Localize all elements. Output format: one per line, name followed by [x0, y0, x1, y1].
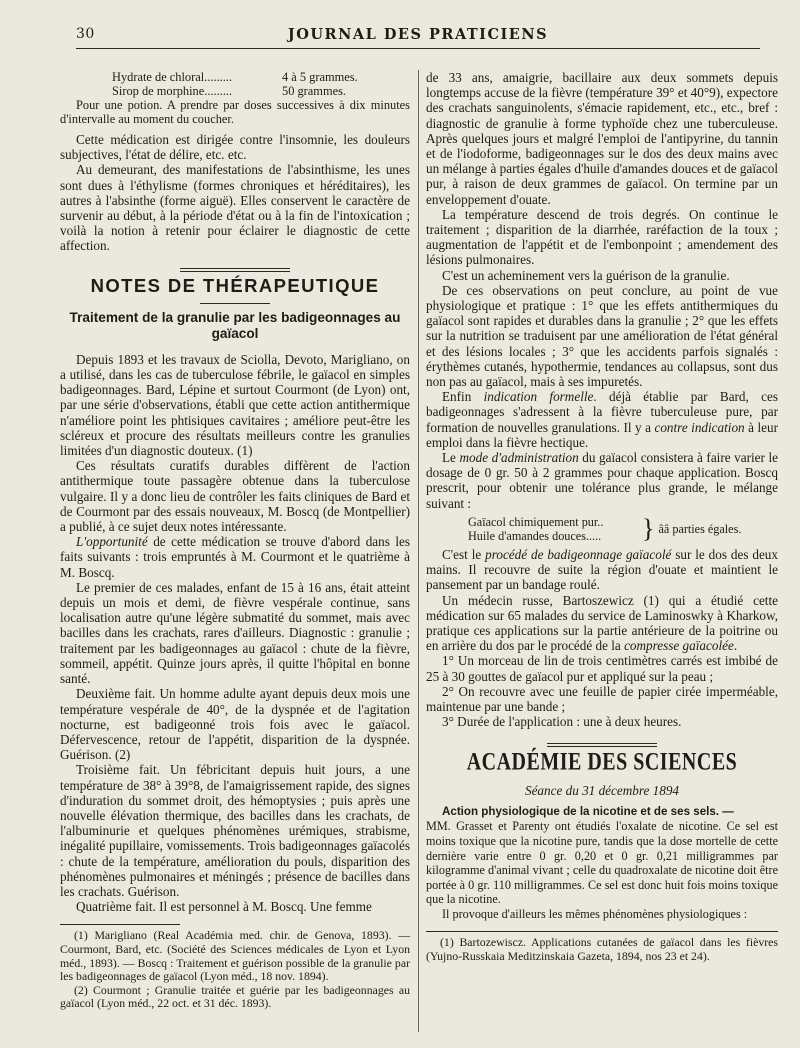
footnote: (1) Marigliano (Real Académia med. chir. de Genova, 1893). — Courmont, Bard, etc. (Société des Sciences médicales de Lyon et Lyon méd., 1893). — Boscq : Traitement et guérison possible de la granulie par les badigeonnages de gaïacol (Lyon méd., 18 nov. 1894).: [60, 928, 410, 984]
paragraph: Au demeurant, des manifestations de l'absinthisme, les unes sont dues à l'éthylisme (formes chroniques et héréditaires), les autres à l'absinthe (forme aiguë). Elles conservent le caractère de survenir au début, à la période d'état ou à la fin de l'intoxication ; voilà la notion à retenir pour éclairer le diagnostic de cette affection.: [60, 162, 410, 254]
journal-title: JOURNAL DES PRATICIENS: [287, 26, 549, 43]
formula-ingredient: Hydrate de chloral.........: [112, 70, 233, 84]
paragraph: Il provoque d'ailleurs les mêmes phénomènes physiologiques :: [442, 906, 748, 921]
emphasis: indication formelle: [483, 389, 594, 405]
paragraph: Quatrième fait. Il est personnel à M. Boscq. Une femme: [76, 899, 372, 915]
paragraph: L'opportunité de cette médication se trouve d'abord dans les faits suivants : trois empruntés à M. Courmont et le quatrième à M. Boscq.: [60, 534, 410, 580]
paragraph: Enfin indication formelle. déjà établie par Bard, ces badigeonnages s'adressent à la fièvre tuberculeuse pure, par formation de nouvelles granulations. Il y a contre indication à leur emploi dans la fièvre hectique.: [426, 389, 779, 450]
paragraph: La température descend de trois degrés. On continue le traitement ; disparition de la diarrhée, raréfaction de la toux ; augmentation de l'appétit et de l'embonpoint ; amendement des lésions pulmonaires.: [426, 206, 778, 268]
mixture-ingredient: Huile d'amandes douces.....: [468, 528, 602, 543]
section-rule: [547, 743, 657, 747]
footnote: (1) Bartozewiscz. Applications cutanées de gaïacol dans les fièvres (Yujno-Russkaia Meditzinskaia Gazeta, 1894, nos 23 et 24).: [426, 935, 778, 964]
paragraph: de 33 ans, amaigrie, bacillaire aux deux sommets depuis longtemps accuse de la fièvre (température 39° et 40°9), expectore des crachats sanguinolents, s'émacie rapidement, etc., etc., bref : diagnostic de granulie à forme typhoïde chez une tuberculeuse. Après quelques jours et malgré l'emploi de l'antipyrine, du tannin et de l'iodoforme, badigeonnages sur le dos des deux mains avec un mélange à parties égales d'huile d'amandes douces et de gaïacol pur, à raison de deux grammes de gaïacol. On termine par un enveloppement d'ouate.: [426, 70, 778, 207]
footnote-rule: [426, 931, 778, 932]
report-heading: Action physiologique de la nicotine et de ses sels. —: [442, 804, 734, 818]
academy-report: [426, 804, 778, 922]
column-divider: [418, 70, 419, 1032]
paragraph: 1° Un morceau de lin de trois centimètres carrés est imbibé de 25 à 30 gouttes de gaïacol pur et appliqué sur la peau ;: [426, 653, 778, 684]
section-rule: [180, 268, 290, 272]
emphasis: L'opportunité: [76, 534, 148, 550]
formula-line: [60, 84, 410, 98]
formula-note: Pour une potion. A prendre par doses successives à dix minutes d'intervalle au moment du coucher.: [60, 98, 410, 126]
brace-glyph: }: [642, 513, 655, 543]
right-column: [426, 70, 778, 964]
article-title: Traitement de la granulie par les badigeonnages au gaïacol: [69, 309, 401, 341]
footnotes: [60, 929, 410, 1011]
paragraph: Deuxième fait. Un homme adulte ayant depuis deux mois une température vespérale de 40°, de la dyspnée et de l'agitation nocturne, est badigeonné trois fois avec le gaïacol. Défervescence, retour de l'appétit, disparition de la dyspnée. Guérison. (2): [60, 686, 410, 763]
mixture-ingredient: Gaïacol chimiquement pur..: [468, 514, 604, 529]
header-rule: [76, 48, 760, 49]
paragraph: Ces résultats curatifs durables diffèrent de l'action antithermique toute passagère obtenue dans la tuberculose vulgaire. Il y a donc lieu de contrôler les faits cliniques de Bard et de Courmont par des essais nouveaux, M. Boscq (de Montpellier) a publié, à ce sujet deux notes intéressante.: [60, 458, 410, 535]
footnote: (2) Courmont ; Granulie traitée et guérie par les badigeonnages au gaïacol (Lyon méd., 22 oct. et 31 déc. 1893).: [60, 982, 410, 1011]
paragraph: 3° Durée de l'application : une à deux heures.: [442, 714, 682, 730]
section-title: ACADÉMIE DES SCIENCES: [466, 748, 738, 776]
title-rule: [200, 303, 270, 304]
paragraph: MM. Grasset et Parenty ont étudiés l'oxalate de nicotine. Ce sel est moins toxique que la nicotine pure, tandis que la dose mortelle de cette dernière varie entre 0 gr. 0,20 et 0 gr. 0,21 milligrammes par kilogramme d'animal vivant ; celle du quadroxalate de nicotine doit être portée à 0 gr. 110 milligrammes. Ce sel est donc huit fois moins toxique que la nicotine.: [426, 819, 778, 907]
paragraph: Le premier de ces malades, enfant de 15 à 16 ans, était atteint depuis un mois et demi, de fièvre vespérale continue, sans localisation autre qu'une légère submatité du sommet, mais avec bacilles dans les crachats, rares d'ailleurs. Diagnostic : granulie ; traitement par les badigeonnages au gaïacol : chute de la fièvre, sommeil, appétit. Quinze jours après, il quitte l'hôpital en bonne santé.: [60, 579, 410, 687]
formula-ingredient: Sirop de morphine.........: [112, 84, 233, 98]
paragraph: Un médecin russe, Bartoszewicz (1) qui a étudié cette médication sur 65 malades du service de Laminoswky à Kharkow, pratique ces applications sur la partie antérieure de la poitrine ou en arrière du dos par le procédé de la compresse gaïacolée.: [426, 592, 778, 654]
footnotes: [426, 936, 778, 963]
section-title: NOTES DE THÉRAPEUTIQUE: [90, 274, 380, 296]
emphasis: procédé de badigeonnage gaïacolé: [485, 546, 672, 562]
paragraph: C'est un acheminement vers la guérison de la granulie.: [442, 267, 730, 283]
running-head: [76, 22, 760, 46]
paragraph: 2° On recouvre avec une feuille de papier cirée imperméable, maintenue par une bande ;: [426, 683, 778, 714]
formula-quantity: 4 à 5 grammes.: [282, 70, 358, 84]
emphasis: mode d'administration: [459, 450, 579, 466]
prescription-formula: [60, 70, 410, 126]
mixture-formula: [426, 515, 778, 543]
paragraph: De ces observations on peut conclure, au point de vue physiologique et pratique : 1° que les effets antithermiques du gaïacol sont rapides et durables dans la granulie ; 2° que les effets sur la nutrition se traduisent par une amélioration de l'état général et des lésions locales ; 3° que les accidents parfois signalés : érythèmes cutanés, hypothermie, tendances au collapsus, sont dus non pas au gaïacol, mais à ses impuretés.: [426, 282, 778, 390]
mixture-quantity: ââ parties égales.: [658, 521, 742, 536]
left-column: [60, 70, 410, 1011]
page-number: 30: [76, 26, 95, 42]
paragraph: Cette médication est dirigée contre l'insomnie, les douleurs subjectives, l'état de délire, etc. etc.: [60, 132, 410, 163]
formula-quantity: 50 grammes.: [282, 84, 347, 98]
paragraph: C'est le procédé de badigeonnage gaïacolé sur le dos des deux mains. Il recouvre de suite la région d'ouate et maintient le pansement par un bandage roulé.: [426, 546, 778, 593]
formula-line: [60, 70, 410, 84]
paragraph: Depuis 1893 et les travaux de Sciolla, Devoto, Marigliano, on a utilisé, dans les cas de tuberculose fébrile, le gaïacol en simples badigeonnages. Bard, Lépine et surtout Courmont (de Lyon) ont, par une série d'observations, établi que cette action antithermique n'améliore point les phtisiques cavitaires ; améliore peut-être les scléreux et procure des résultats meilleurs contre les granulies limitées d'un diagnostic douteux. (1): [60, 351, 410, 459]
emphasis: contre indication: [654, 419, 745, 435]
emphasis: compresse gaïacolée: [624, 638, 734, 654]
paragraph: Le mode d'administration du gaïacol consistera à faire varier le dosage de 0 gr. 50 à 2 grammes pour chaque application. Boscq prescrit, pour obtenir une tolérance plus grande, le mélange suivant :: [426, 450, 778, 511]
footnote-rule: [60, 924, 180, 925]
paragraph: Troisième fait. Un fébricitant depuis huit jours, a une température de 38° à 39°8, de l'amaigrissement rapide, des signes d'induration du sommet droit, des hémoptysies ; puis après une nouvelle élévation thermique, des bacilles dans les crachats, de l'albuminurie et quelques phénomènes urémiques, strabisme, inégalité pupillaire, vomissements. Trois badigeonnages gaïacolés : chute de la température, amélioration du pouls, disparition des phénomènes pulmonaires et méningés ; présence de bacilles dans les crachats. Guérison.: [60, 762, 410, 899]
session-date: Séance du 31 décembre 1894: [524, 782, 680, 798]
